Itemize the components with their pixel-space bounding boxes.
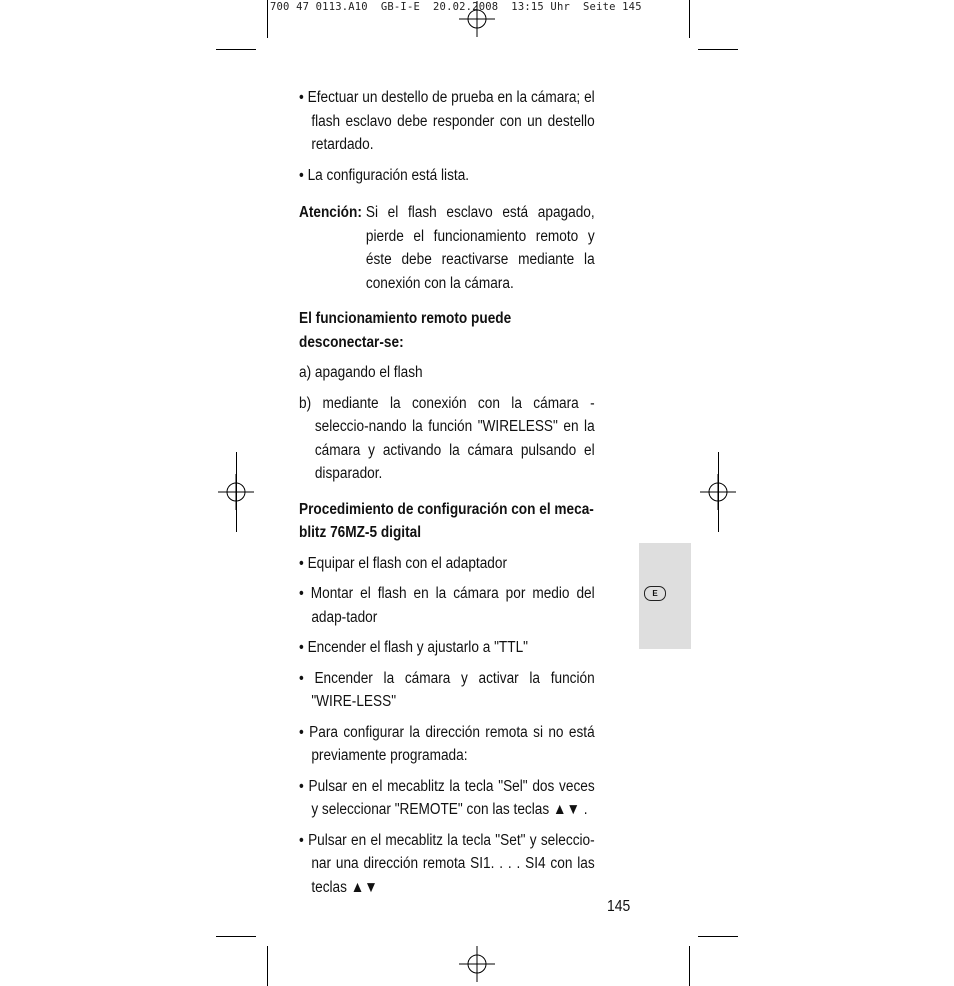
list-item: • Encender el flash y ajustarlo a "TTL" xyxy=(299,639,529,656)
crop-mark xyxy=(267,0,268,38)
list-item: • Pulsar en el mecablitz la tecla "Sel" dos veces y seleccionar "REMOTE" con las teclas ▲▼ . xyxy=(299,777,595,818)
section-heading: Procedimiento de configuración con el meca-blitz 76MZ-5 digital xyxy=(299,500,594,541)
attention-text: Si el flash esclavo está apagado, pierde el funcionamiento remoto y éste debe reactivarse mediante la conexión con la cámara. xyxy=(365,204,595,292)
list-item: • Encender la cámara y activar la función "WIRE-LESS" xyxy=(299,669,595,710)
language-tab xyxy=(639,543,691,649)
crop-mark xyxy=(216,936,256,937)
page-number: 145 xyxy=(607,898,631,915)
crop-mark xyxy=(698,936,738,937)
list-item: • Pulsar en el mecablitz la tecla "Set" y seleccio-nar una dirección remota SI1. . . . SI4 con las teclas ▲▼ xyxy=(299,831,595,896)
page-content xyxy=(299,86,595,906)
list-item: • Montar el flash en la cámara por medio del adap-tador xyxy=(299,585,595,626)
list-item: • La configuración está lista. xyxy=(299,166,470,184)
list-item: b) mediante la conexión con la cámara - seleccio-nando la función "WIRELESS" en la cámara y activando la cámara pulsando el disparador. xyxy=(299,394,595,482)
crop-mark xyxy=(236,452,237,532)
registration-mark-icon xyxy=(459,1,495,37)
crop-mark xyxy=(267,946,268,986)
list-item: a) apagando el flash xyxy=(299,364,423,381)
list-item: • Para configurar la dirección remota si no está previamente programada: xyxy=(299,723,595,764)
list-item: • Efectuar un destello de prueba en la cámara; el flash esclavo debe responder con un destello retardado. xyxy=(299,89,595,153)
registration-mark-icon xyxy=(459,946,495,982)
attention-note xyxy=(299,201,595,295)
crop-mark xyxy=(698,49,738,50)
crop-mark xyxy=(718,452,719,532)
crop-mark xyxy=(689,0,690,38)
crop-mark xyxy=(689,946,690,986)
list-item: • Equipar el flash con el adaptador xyxy=(299,554,508,572)
section-heading: El funcionamiento remoto puede desconectar-se: xyxy=(299,310,512,351)
crop-mark xyxy=(216,49,256,50)
attention-label: Atención: xyxy=(299,204,362,221)
language-badge: E xyxy=(644,586,666,601)
print-header: 700 47 0113.A10 GB-I-E 20.02.2008 13:15 Uhr Seite 145 xyxy=(270,1,642,13)
